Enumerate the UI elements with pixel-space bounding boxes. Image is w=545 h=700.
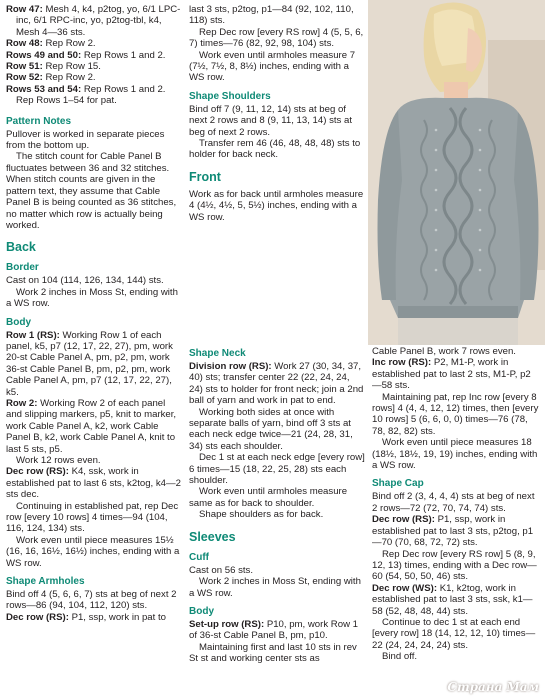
body-work-even: Work even until piece measures 15½ (16, 16, 16½, 16½) inches, ending with a WS row. bbox=[6, 534, 180, 569]
sweater-photo bbox=[368, 0, 545, 345]
row-52-instruction: Row 52: Rep Row 2. bbox=[6, 72, 96, 84]
body-heading: Body bbox=[6, 316, 31, 328]
division-row: Division row (RS): Work 27 (30, 34, 37, 40) sts; transfer center 22 (22, 24, 24, 24) sts to holder for front neck; join a 2nd ball of yarn and work in pat to end. bbox=[189, 361, 364, 407]
armholes-paragraph-1: Bind off 4 (5, 6, 6, 7) sts at beg of next 2 rows—86 (94, 104, 112, 120) sts. bbox=[6, 589, 177, 612]
shape-neck-heading: Shape Neck bbox=[189, 348, 246, 359]
col2-continuation-1: last 3 sts, p2tog, p1—84 (92, 102, 110, 118) sts. bbox=[189, 4, 354, 27]
pattern-notes-heading: Pattern Notes bbox=[6, 115, 72, 127]
model-illustration bbox=[368, 0, 545, 345]
cap-dec-row: Dec row (RS): P1, ssp, work in established pat to last 3 sts, p2tog, p1—70 (70, 68, 72, 72) sts. bbox=[372, 514, 534, 549]
sleeve-maintaining: Maintaining first and last 10 sts in rev St st and working center sts as bbox=[189, 641, 357, 665]
col2-continuation-3: Work even until armholes measure 7 (7½, 7½, 8, 8½) inches, ending with a WS row. bbox=[189, 49, 356, 84]
col3-paragraph-1: Cable Panel B, work 7 rows even. bbox=[372, 346, 516, 357]
row-48-instruction: Row 48: Rep Row 2. bbox=[6, 38, 96, 50]
cuff-paragraph-1: Cast on 56 sts. bbox=[189, 564, 253, 576]
notes-paragraph-2: The stitch count for Cable Panel B fluctuates between 36 and 32 stitches. When stitch counts are given in the pattern text, they assume that Cable Panel B is being counted as 36 stitches, no matter which row is actually being worked. bbox=[6, 151, 177, 231]
border-paragraph-1: Cast on 104 (114, 126, 134, 144) sts. bbox=[6, 275, 164, 287]
cap-paragraph-1: Bind off 2 (3, 4, 4, 4) sts at beg of next 2 rows—72 (72, 70, 74, 74) sts. bbox=[372, 491, 535, 514]
front-paragraph-1: Work as for back until armholes measure 4 (4½, 4½, 5, 5½) inches, ending with a WS row. bbox=[189, 188, 364, 223]
neck-paragraph-3: Dec 1 st at each neck edge [every row] 6 times—15 (18, 22, 25, 28) sts each shoulder. bbox=[189, 452, 365, 487]
sleeves-heading: Sleeves bbox=[189, 529, 236, 544]
sleeve-body-heading: Body bbox=[189, 605, 214, 617]
rows-49-50-instruction: Rows 49 and 50: Rep Rows 1 and 2. bbox=[6, 49, 166, 61]
shape-cap-heading: Shape Cap bbox=[372, 478, 424, 490]
neck-paragraph-2: Working both sides at once with separate balls of yarn, bind off 3 sts at each neck edge twice—21 (24, 28, 31, 34) sts each shoulder. bbox=[189, 406, 353, 452]
body-row-1: Row 1 (RS): Working Row 1 of each panel, k5, p7 (12, 17, 22, 27), pm, work 20-st Cable Panel A, pm, p2, pm, work 36-st Cable Panel B, pm, p2, pm, work Cable Panel A, pm, p7 (12, 17, 22, 27), k5. bbox=[6, 329, 173, 398]
body-continuing: Continuing in established pat, rep Dec row [every 10 rows] 4 times—94 (104, 116, 124, 134) sts. bbox=[6, 500, 179, 535]
front-heading: Front bbox=[189, 169, 221, 184]
column-2 bbox=[189, 4, 365, 223]
shape-armholes-heading: Shape Armholes bbox=[6, 576, 85, 588]
column-2-lower bbox=[189, 346, 365, 665]
cap-dec-ws-row: Dec row (WS): K1, k2tog, work in established pat to last 3 sts, ssk, k1—58 (52, 48, 48, 44) sts. bbox=[372, 582, 533, 617]
cuff-heading: Cuff bbox=[189, 551, 209, 563]
armholes-dec-row: Dec row (RS): P1, ssp, work in pat to bbox=[6, 611, 166, 623]
border-paragraph-2: Work 2 inches in Moss St, ending with a WS row. bbox=[6, 286, 178, 310]
body-row-2: Row 2: Working Row 2 of each panel and slipping markers, p5, knit to marker, work Cable Panel A, k2, work Cable Panel B, k2, work Cable Panel A, knit to last 5 sts, p5. bbox=[6, 397, 177, 455]
cap-continue: Continue to dec 1 st at each end [every row] 18 (14, 12, 12, 10) times—22 (24, 24, 24, 24) sts. bbox=[372, 616, 536, 651]
border-heading: Border bbox=[6, 262, 39, 274]
row-47-instruction: Row 47: Mesh 4, k4, p2tog, yo, 6/1 LPC-inc, 6/1 RPC-inc, yo, p2tog-tbl, k4, Mesh 4—36 sts. bbox=[6, 4, 181, 38]
repeat-rows-note: Rep Rows 1–54 for pat. bbox=[16, 95, 117, 107]
shoulders-paragraph-1: Bind off 7 (9, 11, 12, 14) sts at beg of next 2 rows and 8 (9, 11, 13, 14) sts at beg of next 2 rows. bbox=[189, 103, 353, 138]
notes-paragraph-1: Pullover is worked in separate pieces from the bottom up. bbox=[6, 128, 165, 152]
setup-row: Set-up row (RS): P10, pm, work Row 1 of 36-st Cable Panel B, pm, p10. bbox=[189, 618, 358, 642]
column-3 bbox=[372, 346, 540, 663]
shoulders-paragraph-2: Transfer rem 46 (46, 48, 48, 48) sts to holder for back neck. bbox=[189, 138, 361, 161]
cap-bind-off: Bind off. bbox=[382, 651, 418, 663]
body-dec-row: Dec row (RS): K4, ssk, work in established pat to last 6 sts, k2tog, k4—2 sts dec. bbox=[6, 466, 181, 501]
rows-53-54-instruction: Rows 53 and 54: Rep Rows 1 and 2. bbox=[6, 83, 166, 95]
col2-continuation-2: Rep Dec row [every RS row] 4 (5, 5, 6, 7) times—76 (82, 92, 98, 104) sts. bbox=[189, 26, 364, 50]
row-51-instruction: Row 51: Rep Row 15. bbox=[6, 61, 101, 73]
back-heading: Back bbox=[6, 240, 36, 255]
shape-shoulders-heading: Shape Shoulders bbox=[189, 90, 271, 102]
inc-row: Inc row (RS): P2, M1-P, work in established pat to last 2 sts, M1-P, p2—58 sts. bbox=[372, 357, 531, 392]
neck-paragraph-4: Work even until armholes measure same as for back to shoulder. bbox=[189, 486, 348, 509]
site-watermark: Страна Мам bbox=[447, 680, 539, 694]
body-work-12-rows: Work 12 rows even. bbox=[16, 455, 101, 466]
col3-work-even: Work even until piece measures 18 (18½, 18½, 19, 19) inches, ending with a WS row. bbox=[372, 437, 538, 472]
column-1 bbox=[6, 4, 181, 623]
cap-repeat: Rep Dec row [every RS row] 5 (8, 9, 12, 13) times, ending with a Dec row—60 (54, 50, 50, 46) sts. bbox=[372, 548, 537, 583]
cuff-paragraph-2: Work 2 inches in Moss St, ending with a WS row. bbox=[189, 576, 361, 599]
col3-maintaining: Maintaining pat, rep Inc row [every 8 rows] 4 (4, 4, 12, 12) times, then [every 10 rows] 5 (6, 6, 0, 0) times—76 (78, 78, 82, 82) sts. bbox=[372, 391, 539, 437]
neck-paragraph-5: Shape shoulders as for back. bbox=[199, 509, 324, 521]
